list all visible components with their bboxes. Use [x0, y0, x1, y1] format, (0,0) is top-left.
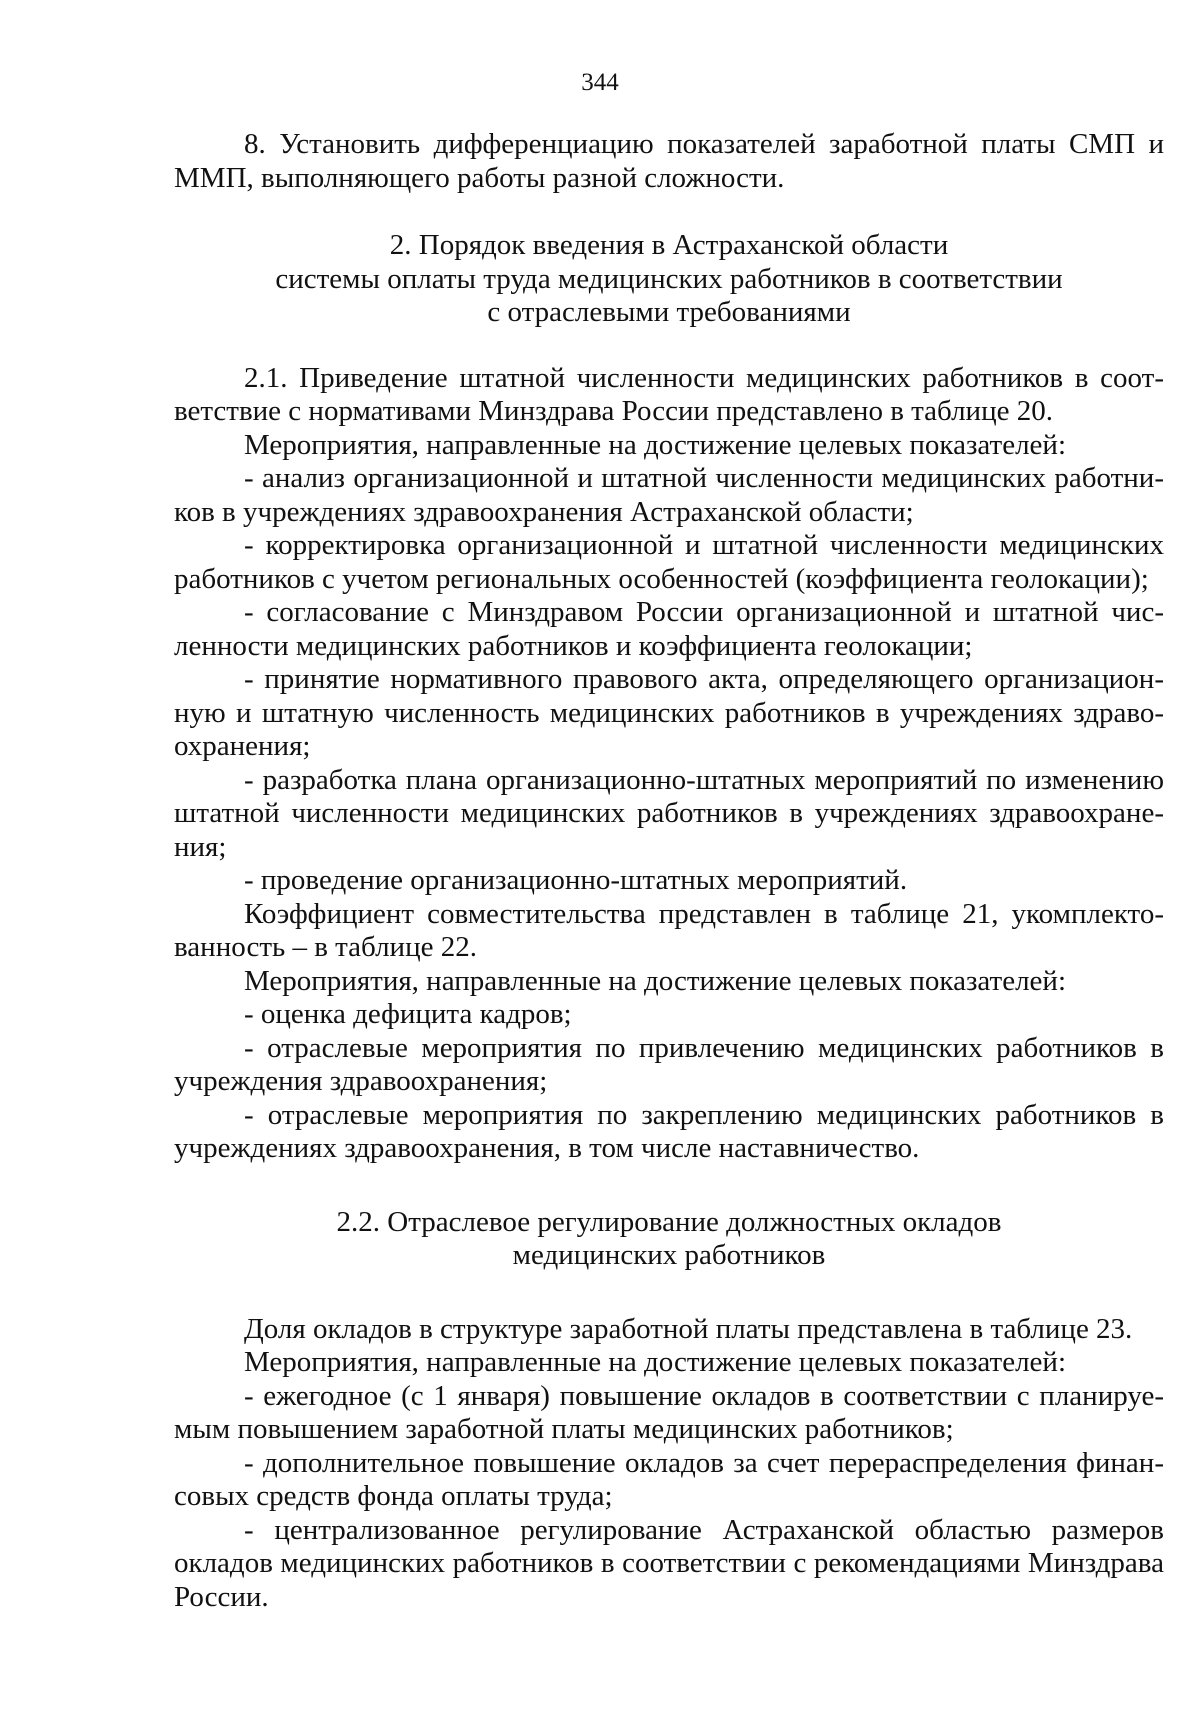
paragraph: Мероприятия, направленные на достижение целевых показателей:: [244, 428, 1066, 461]
heading-line: 2. Порядок введения в Астраханской области: [389, 229, 949, 261]
heading-line: 2.2. Отраслевое регулирование должностных окладов: [336, 1205, 1002, 1238]
list-item: - отраслевые мероприятия по привлечению медицинских работников в учреждения здравоохранения;: [174, 1031, 1164, 1097]
list-item: - ежегодное (с 1 января) повышение окладов в соответствии с планируемым повышением заработной платы медицинских работников;: [174, 1379, 1164, 1445]
list-item: - централизованное регулирование Астраханской областью размеров окладов медицинских работников в соответствии с рекомендациями Минздрава России.: [174, 1513, 1164, 1613]
heading-line: медицинских работников: [512, 1239, 826, 1271]
paragraph: Доля окладов в структуре заработной платы представлена в таблице 23.: [244, 1312, 1133, 1345]
list-item: - проведение организационно-штатных мероприятий.: [244, 864, 908, 896]
paragraph-item-8: 8. Установить дифференциацию показателей заработной платы СМП и ММП, выполняющего работы разной сложности.: [174, 128, 1164, 194]
heading-line: с отраслевыми требованиями: [487, 296, 851, 328]
section-2-2-heading: [174, 1206, 1164, 1273]
list-item: - разработка плана организационно-штатных мероприятий по изменению штатной численности медицинских работников в учреждениях здравоохранения;: [174, 763, 1164, 863]
section-2-1-body: [174, 362, 1164, 1166]
list-item: - корректировка организационной и штатной численности медицинских работников с учетом региональных особенностей (коэффициента геолокации);: [174, 529, 1164, 595]
paragraph: Мероприятия, направленные на достижение целевых показателей:: [244, 964, 1066, 997]
paragraph: Мероприятия, направленные на достижение целевых показателей:: [244, 1346, 1066, 1378]
list-item: - согласование с Минздравом России организационной и штатной численности медицинских работников и коэффициента геолокации;: [174, 596, 1164, 662]
document-body: [174, 128, 1164, 1614]
list-item: - анализ организационной и штатной численности медицинских работников в учреждениях здравоохранения Астраханской области;: [174, 462, 1164, 528]
page-number: 344: [581, 69, 619, 96]
list-item: - оценка дефицита кадров;: [244, 998, 572, 1030]
list-item: - дополнительное повышение окладов за счет перераспределения финансовых средств фонда оплаты труда;: [174, 1446, 1164, 1512]
heading-line: системы оплаты труда медицинских работников в соответствии: [275, 262, 1063, 295]
section-2-2-body: [174, 1313, 1164, 1615]
list-item: - принятие нормативного правового акта, определяющего организационную и штатную численность медицинских работников в учреждениях здравоохранения;: [174, 663, 1164, 762]
paragraph: Коэффициент совместительства представлен в таблице 21, укомплектованность – в таблице 22.: [174, 897, 1164, 963]
list-item: - отраслевые мероприятия по закреплению медицинских работников в учреждениях здравоохранения, в том числе наставничество.: [174, 1098, 1164, 1164]
section-2-heading: [174, 229, 1164, 330]
paragraph: 2.1. Приведение штатной численности медицинских работников в соответствие с нормативами Минздрава России представлено в таблице 20.: [174, 361, 1164, 427]
